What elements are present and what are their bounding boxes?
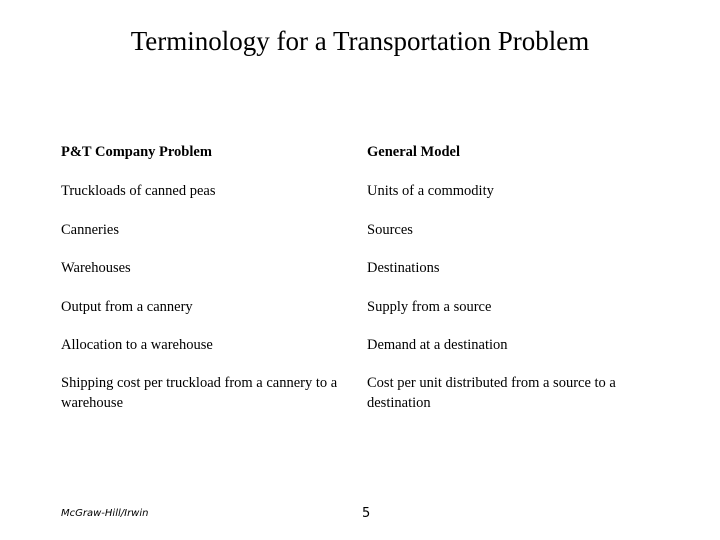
general-term: Demand at a destination (367, 337, 508, 353)
general-term: Sources (367, 222, 413, 238)
pt-term: Shipping cost per truckload from a cannery to a warehouse (61, 375, 338, 411)
pt-term: Truckloads of canned peas (61, 183, 216, 199)
pt-term: Canneries (61, 222, 119, 238)
slide-title: Terminology for a Transportation Problem (130, 26, 590, 56)
footer-publisher: McGraw-Hill/Irwin (61, 508, 149, 519)
general-term: Cost per unit distributed from a source to a destination (367, 375, 616, 411)
header-pt-company: P&T Company Problem (61, 144, 212, 160)
pt-term: Output from a cannery (61, 299, 193, 315)
general-term: Supply from a source (367, 299, 492, 315)
general-term: Units of a commodity (367, 183, 494, 199)
page-number: 5 (362, 506, 371, 521)
header-general-model: General Model (367, 144, 461, 160)
pt-term: Warehouses (61, 260, 131, 276)
general-term: Destinations (367, 260, 440, 276)
pt-term: Allocation to a warehouse (61, 337, 213, 353)
